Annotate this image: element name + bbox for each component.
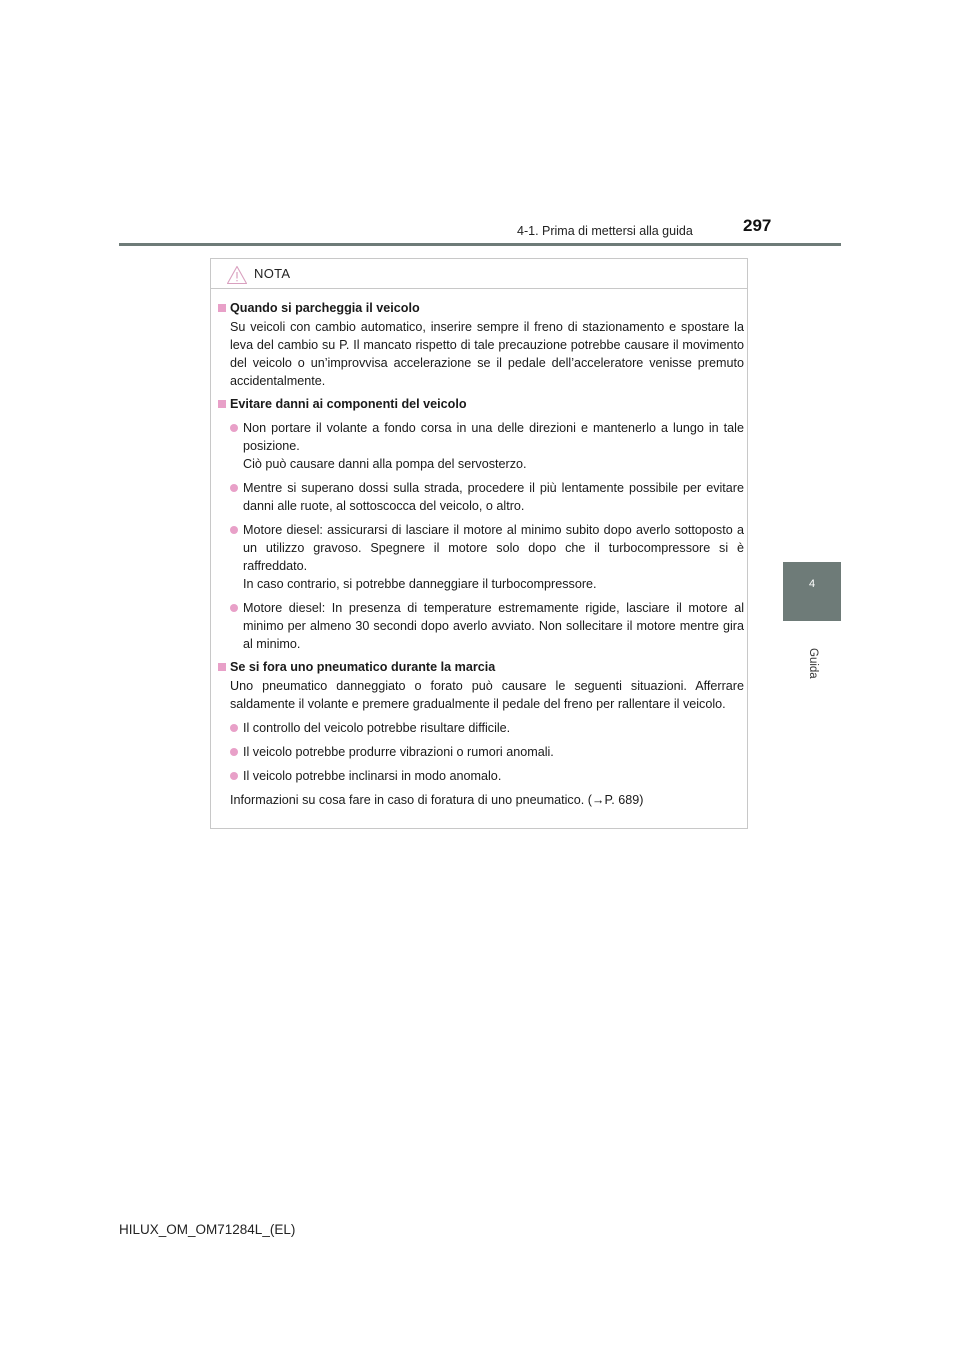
note-header <box>211 259 747 289</box>
note-body <box>218 299 744 809</box>
note-title: NOTA <box>254 266 291 281</box>
circle-bullet-icon <box>230 526 238 534</box>
list-item: Il veicolo potrebbe produrre vibrazioni o rumori anomali. <box>218 743 744 761</box>
circle-bullet-icon <box>230 604 238 612</box>
page-number: 297 <box>743 216 772 235</box>
note-box <box>210 258 748 829</box>
square-bullet-icon <box>218 400 226 408</box>
warning-triangle-icon <box>226 265 248 285</box>
square-bullet-icon <box>218 663 226 671</box>
section-heading: Quando si parcheggia il veicolo <box>218 299 744 317</box>
section-heading: Se si fora uno pneumatico durante la marcia <box>218 658 744 676</box>
header-section-title: 4-1. Prima di mettersi alla guida <box>517 224 693 238</box>
header-rule <box>119 243 841 246</box>
circle-bullet-icon <box>230 772 238 780</box>
circle-bullet-icon <box>230 484 238 492</box>
list-item: Il veicolo potrebbe inclinarsi in modo anomalo. <box>218 767 744 785</box>
chapter-number: 4 <box>808 578 816 590</box>
list-item: Motore diesel: assicurarsi di lasciare il motore al minimo subito dopo averlo sottoposto a un utilizzo gravoso. Spegnere il motore solo dopo che il turbocompressore si è raffreddato. In caso contrario, si potrebbe danneggiare il turbocompressore. <box>218 521 744 593</box>
chapter-label: Guida <box>807 648 819 679</box>
circle-bullet-icon <box>230 424 238 432</box>
list-item: Non portare il volante a fondo corsa in una delle direzioni e mantenerlo a lungo in tale posizione. Ciò può causare danni alla pompa del servosterzo. <box>218 419 744 473</box>
list-item: Motore diesel: In presenza di temperature estremamente rigide, lasciare il motore al minimo per almeno 30 secondi dopo averlo avviato. Non sollecitare il motore mentre gira al minimo. <box>218 599 744 653</box>
square-bullet-icon <box>218 304 226 312</box>
document-code: HILUX_OM_OM71284L_(EL) <box>119 1222 296 1237</box>
section-paragraph: Uno pneumatico danneggiato o forato può causare le seguenti situazioni. Afferrare saldamente il volante e premere gradualmente il pedale del freno per rallentare il veicolo. <box>230 679 744 711</box>
section-paragraph: Su veicoli con cambio automatico, inserire sempre il freno di stazionamento e spostare la leva del cambio su P. Il mancato rispetto di tale precauzione potrebbe causare il movimento del veicolo o un’improvvisa accelerazione se il pedale dell’acceleratore venisse premuto accidentalmente. <box>230 320 744 388</box>
list-item: Il controllo del veicolo potrebbe risultare difficile. <box>218 719 744 737</box>
cross-reference-text: Informazioni su cosa fare in caso di foratura di uno pneumatico. (→P. 689) <box>230 793 644 807</box>
circle-bullet-icon <box>230 748 238 756</box>
list-item: Mentre si superano dossi sulla strada, procedere il più lentamente possibile per evitare danni alle ruote, al sottoscocca del veicolo, o altro. <box>218 479 744 515</box>
chapter-tab <box>783 562 841 621</box>
circle-bullet-icon <box>230 724 238 732</box>
section-heading: Evitare danni ai componenti del veicolo <box>218 395 744 413</box>
